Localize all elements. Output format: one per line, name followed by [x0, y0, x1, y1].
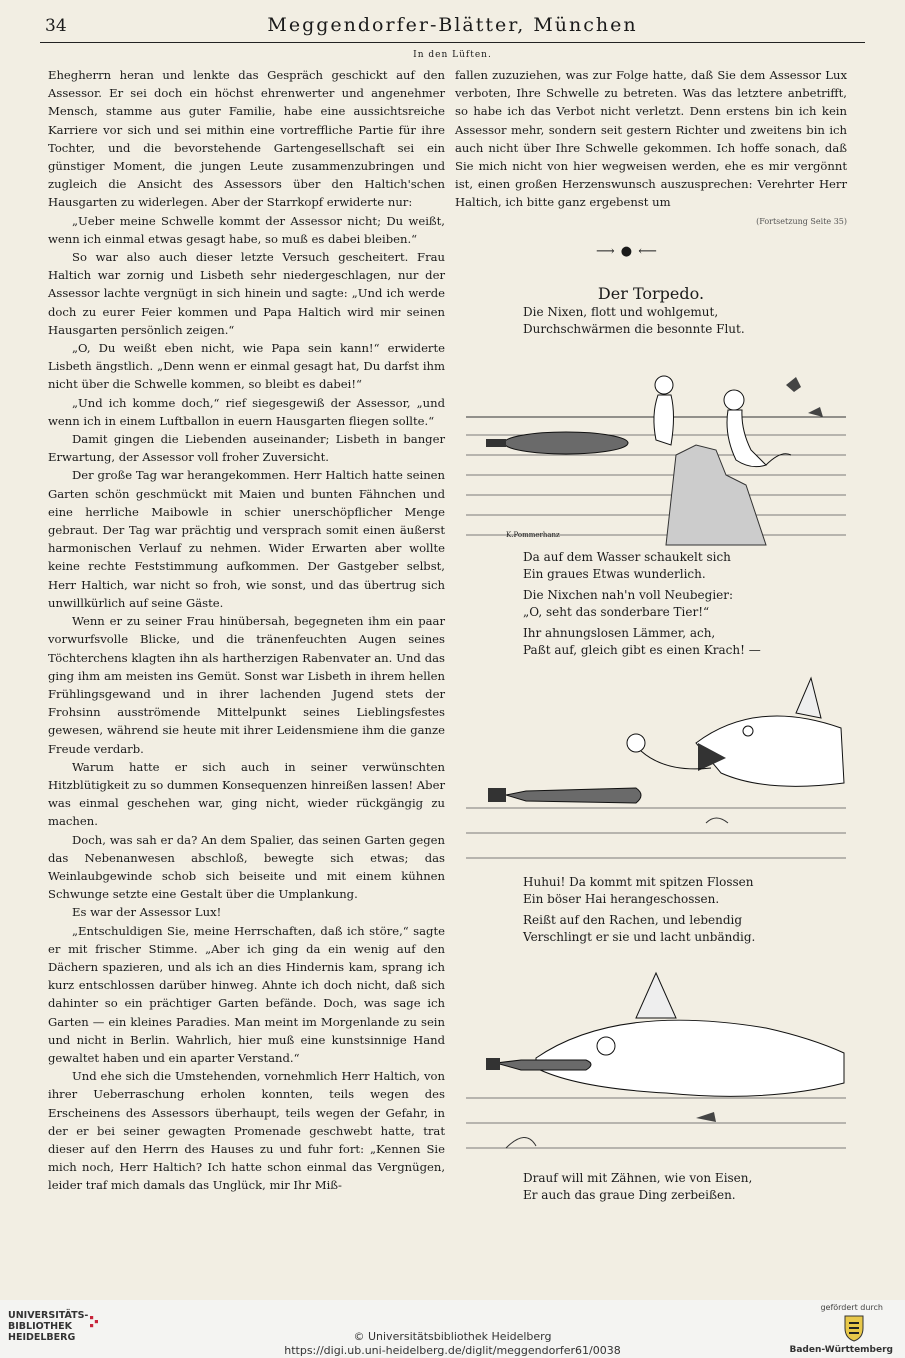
poem-line: Paßt auf, gleich gibt es einen Krach! — — [523, 643, 761, 657]
torpedo-shape-2 — [506, 788, 641, 803]
paragraph: Ehegherrn heran und lenkte das Gespräch geschickt auf den Assessor. Er sei doch ein höchst ehrenwerter und angenehmer Mensch, stamme aus guter Familie, habe eine aussichtsreiche Karriere vor sich und sei mithin eine vortreffliche Partie für ihre Tochter, und die bevorstehende Gartengesellschaft sei ein günstiger Moment, die jungen Leute zusammenzubringen und zugleich die Ansicht des Assessors über den Haltich'schen Hausgarten zu widerlegen. Aber der Starrkopf erwiderte nur: — [48, 68, 445, 210]
ornament-divider: ⟶ ● ⟵ — [596, 244, 658, 259]
torpedo-mermaids-illustration — [466, 355, 846, 550]
poem-line: Die Nixchen nah'n voll Neubegier: — [523, 588, 734, 602]
header-rule — [40, 42, 865, 43]
section-title: In den Lüften. — [413, 50, 492, 60]
paragraph: „Ueber meine Schwelle kommt der Assessor nicht; Du weißt, wenn ich einmal etwas gesagt habe, so muß es dabei bleiben.“ — [48, 213, 445, 246]
masthead: Meggendorfer-Blätter, München — [267, 14, 638, 36]
permalink-url[interactable]: https://digi.ub.uni-heidelberg.de/diglit/meggendorfer61/0038 — [284, 1344, 621, 1357]
poem-line: Huhui! Da kommt mit spitzen Flossen — [523, 875, 754, 889]
poem-stanza-1 — [523, 304, 745, 338]
poem-line: „O, seht das sonderbare Tier!“ — [523, 605, 710, 619]
continuation-note: (Fortsetzung Seite 35) — [756, 216, 847, 226]
poem-line: Durchschwärmen die besonnte Flut. — [523, 322, 745, 336]
poem-line: Ein böser Hai herangeschossen. — [523, 892, 720, 906]
poem-stanza-2 — [523, 549, 761, 659]
right-column — [455, 66, 847, 231]
paragraph: So war also auch dieser letzte Versuch gescheitert. Frau Haltich war zornig und Lisbeth sehr niedergeschlagen, nur der Assessor lachte vergnügt in sich hinein und sagte: „Und ich werde doch zu eurer Feier kommen und Papa Haltich wird mir seinen Hausgarten persönlich zeigen.“ — [48, 250, 445, 337]
paragraph: „Entschuldigen Sie, meine Herrschaften, daß ich störe,“ sagte er mit frischer Stimme. „Aber ich ging da ein wenig auf den Dächern spazieren, und als ich an dies Hindernis kam, sprang ich kurz entschlossen darüber hinweg. Ahnte ich doch nicht, daß sich dahinter so ein prächtiger Garten befände. Doch, was sage ich Garten — ein kleines Paradies. Man meint im Morgenlande zu sein und nicht in Berlin. Wahrlich, hier muß eine kunstsinnige Hand gewaltet haben und ein aparter Verstand.“ — [48, 923, 445, 1065]
page-header — [40, 14, 865, 40]
right-column-text: fallen zuzuziehen, was zur Folge hatte, daß Sie dem Assessor Lux verboten, Ihre Schwelle zu betreten. Was das letztere anbetrifft, so habe ich das Verbot nicht verletzt. Denn erstens bin ich kein Assessor mehr, sondern seit gestern Richter und zweitens bin ich auch nicht über Ihre Schwelle gekommen. Ich hoffe sonach, daß Sie mich nicht von hier wegweisen werden, ehe es mir vergönnt ist, einen großen Herzenswunsch auszusprechen: Verehrter Herr Haltich, ich bitte ganz ergebenst um — [455, 68, 847, 210]
funder-name: Baden-Württemberg — [789, 1345, 893, 1355]
poem-line: Verschlingt er sie und lacht unbändig. — [523, 930, 756, 944]
poem-line: Reißt auf den Rachen, und lebendig — [523, 913, 743, 927]
coat-of-arms-icon — [843, 1314, 865, 1342]
poem-line: Da auf dem Wasser schaukelt sich — [523, 550, 731, 564]
poem-stanza-3 — [523, 874, 755, 946]
left-column — [48, 66, 445, 1195]
copyright-text: © Universitätsbibliothek Heidelberg — [353, 1330, 552, 1343]
paragraph: „Und ich komme doch,“ rief siegesgewiß der Assessor, „und wenn ich in einem Luftballon in euern Hausgarten fliegen sollte.“ — [48, 395, 445, 428]
paragraph: „O, Du weißt eben nicht, wie Papa sein kann!“ erwiderte Lisbeth ängstlich. „Denn wenn er einmal gesagt hat, Du darfst ihm nicht über die Schwelle kommen, so bleibt es dabei!“ — [48, 341, 445, 392]
paragraph: Damit gingen die Liebenden auseinander; Lisbeth in banger Erwartung, der Assessor voll froher Zuversicht. — [48, 432, 445, 465]
poem-line: Ein graues Etwas wunderlich. — [523, 567, 706, 581]
paragraph: Doch, was sah er da? An dem Spalier, das seinen Garten gegen das Nebenanwesen abschloß, bewegte sich etwas; das Weinlaubgewinde schob sich beiseite und mit einem kühnen Schwunge setzte eine Gestalt über die Umplankung. — [48, 832, 445, 902]
poem-line: Die Nixen, flott und wohlgemut, — [523, 305, 719, 319]
shark-torpedo-illustration — [466, 968, 846, 1168]
shark-mermaids-illustration — [466, 673, 846, 873]
illustration-signature: K.Pommerhanz — [506, 531, 560, 539]
poem-line: Ihr ahnungslosen Lämmer, ach, — [523, 626, 716, 640]
poem-stanza-4 — [523, 1170, 752, 1204]
library-name: UNIVERSITÄTS- BIBLIOTHEK HEIDELBERG — [8, 1310, 89, 1343]
poem-title: Der Torpedo. — [597, 284, 705, 303]
paragraph: Der große Tag war herangekommen. Herr Haltich hatte seinen Garten schön geschmückt mit Maien und bunten Fähnchen und eine herrliche Maibowle in schier unerschöpflicher Menge gebraut. Der Tag war prächtig und versprach somit einen äußerst harmonischen Verlauf zu nehmen. Wider Erwarten aber wollte keine rechte Feststimmung aufkommen. Der Gastgeber selbst, Herr Haltich, war nicht so froh, wie sonst, und das übertrug sich unwillkürlich auf seine Gäste. — [48, 468, 445, 610]
paragraph: Und ehe sich die Umstehenden, vornehmlich Herr Haltich, von ihrer Ueberraschung erholen konnten, teils wegen des Erscheinens des Assessors überhaupt, teils wegen der Gefahr, in der er bei seiner gewagten Promenade geschwebt hatte, trat dieser auf den Herrn des Hauses zu und fuhr fort: „Kennen Sie mich noch, Herr Haltich? Ich hatte schon einmal das Vergnügen, leider traf mich damals das Unglück, mir Ihr Miß- — [48, 1069, 445, 1193]
page-number: 34 — [45, 16, 67, 36]
poem-line: Drauf will mit Zähnen, wie von Eisen, — [523, 1171, 753, 1185]
paragraph: Es war der Assessor Lux! — [72, 905, 222, 920]
poem-line: Er auch das graue Ding zerbeißen. — [523, 1188, 736, 1202]
paragraph: Wenn er zu seiner Frau hinübersah, begegneten ihm ein paar vorwurfsvolle Blicke, und die tränenfeuchten Augen seines Töchterchens klagten ihn als hartherzigen Rabenvater an. Und das ging ihm am meisten ins Gemüt. Sonst war Lisbeth in ihrem hellen Frühlingsgewand und in ihrer lachenden Jugend stets der Frohsinn ausströmende Mittelpunkt seines Lieblingsfestes gewesen, während sie heute mit ihrer Leidensmiene ihm die ganze Freude verdarb. — [48, 614, 445, 756]
funded-by-label: gefördert durch — [820, 1303, 883, 1312]
torpedo-shape — [504, 432, 628, 454]
paragraph: Warum hatte er sich auch in seiner verwünschten Hitzblütigkeit zu so dummen Konsequenzen hinreißen lassen! Aber was einmal geschehen war, ging nicht, wieder rückgängig zu machen. — [48, 759, 445, 829]
